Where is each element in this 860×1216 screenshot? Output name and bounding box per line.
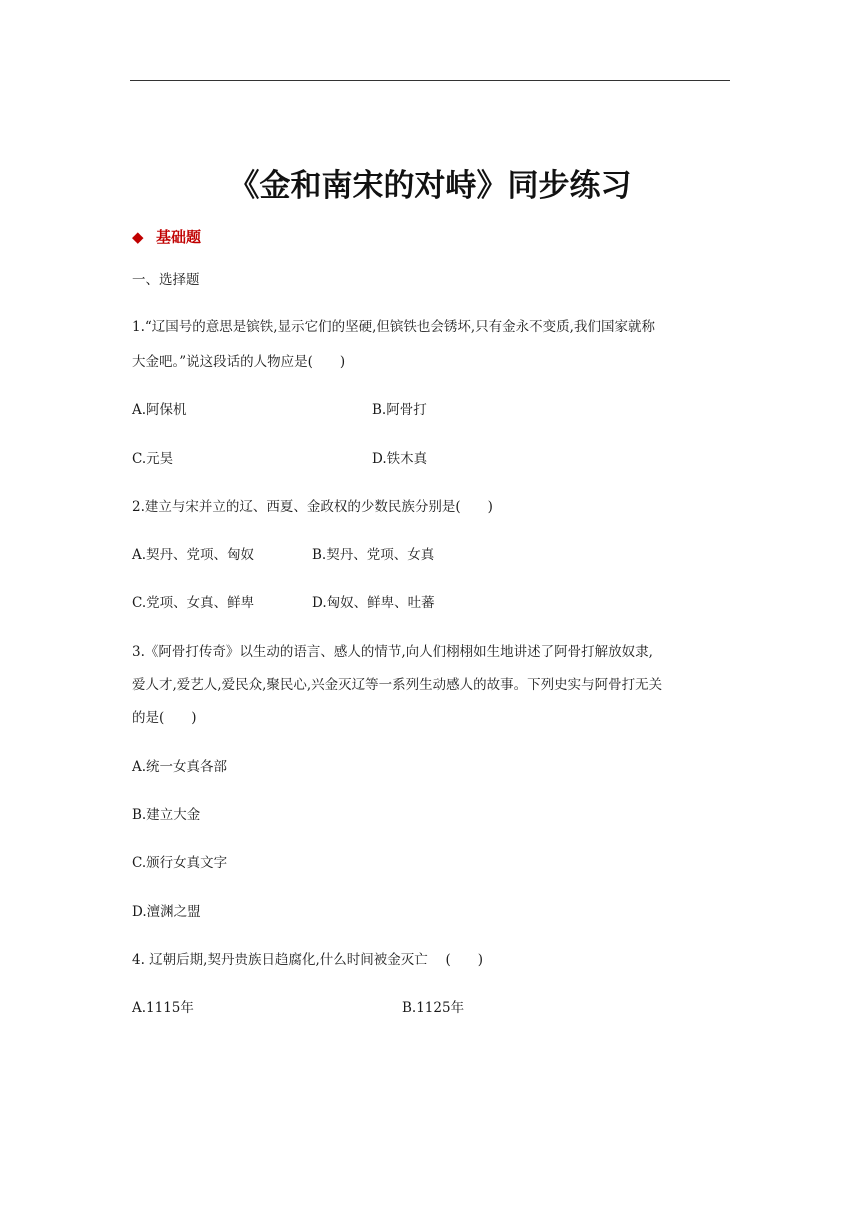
- question-3-option-c: C.颁行女真文字: [132, 855, 228, 871]
- question-4-line-1: 4. 辽朝后期,契丹贵族日趋腐化,什么时间被金灭亡 ( ): [132, 952, 484, 968]
- question-3-option-a: A.统一女真各部: [132, 759, 228, 775]
- page-title: 《金和南宋的对峙》同步练习: [228, 168, 632, 204]
- question-1-line-1: 1.“辽国号的意思是镔铁,显示它们的坚硬,但镔铁也会锈坏,只有金永不变质,我们国家就称: [132, 319, 655, 335]
- section-label: 基础题: [156, 228, 202, 246]
- question-2-option-c: C.党项、女真、鲜卑: [132, 595, 255, 611]
- header-rule: [130, 80, 730, 81]
- question-3-line-3: 的是( ): [132, 710, 197, 726]
- question-4-option-a: A.1115年: [132, 1000, 194, 1016]
- question-1-line-2: 大金吧。”说这段话的人物应是( ): [132, 354, 346, 370]
- question-1-option-d: D.铁木真: [372, 451, 428, 467]
- question-4-option-b: B.1125年: [402, 1000, 465, 1016]
- question-1-option-a: A.阿保机: [132, 402, 187, 418]
- diamond-icon: ◆: [132, 228, 144, 246]
- question-3-line-2: 爱人才,爱艺人,爱民众,聚民心,兴金灭辽等一系列生动感人的故事。下列史实与阿骨打无关: [132, 677, 663, 693]
- question-3-line-1: 3.《阿骨打传奇》以生动的语言、感人的情节,向人们栩栩如生地讲述了阿骨打解放奴隶,: [132, 644, 653, 660]
- question-1-option-b: B.阿骨打: [372, 402, 427, 418]
- question-2-option-d: D.匈奴、鲜卑、吐蕃: [312, 595, 435, 611]
- question-3-option-d: D.澶渊之盟: [132, 904, 201, 920]
- question-1-option-c: C.元昊: [132, 451, 174, 467]
- subsection-heading: 一、选择题: [132, 272, 200, 288]
- section-heading: [132, 226, 201, 248]
- question-2-line-1: 2.建立与宋并立的辽、西夏、金政权的少数民族分别是( ): [132, 499, 493, 515]
- question-2-option-a: A.契丹、党项、匈奴: [132, 547, 255, 563]
- question-3-option-b: B.建立大金: [132, 807, 201, 823]
- question-2-option-b: B.契丹、党项、女真: [312, 547, 435, 563]
